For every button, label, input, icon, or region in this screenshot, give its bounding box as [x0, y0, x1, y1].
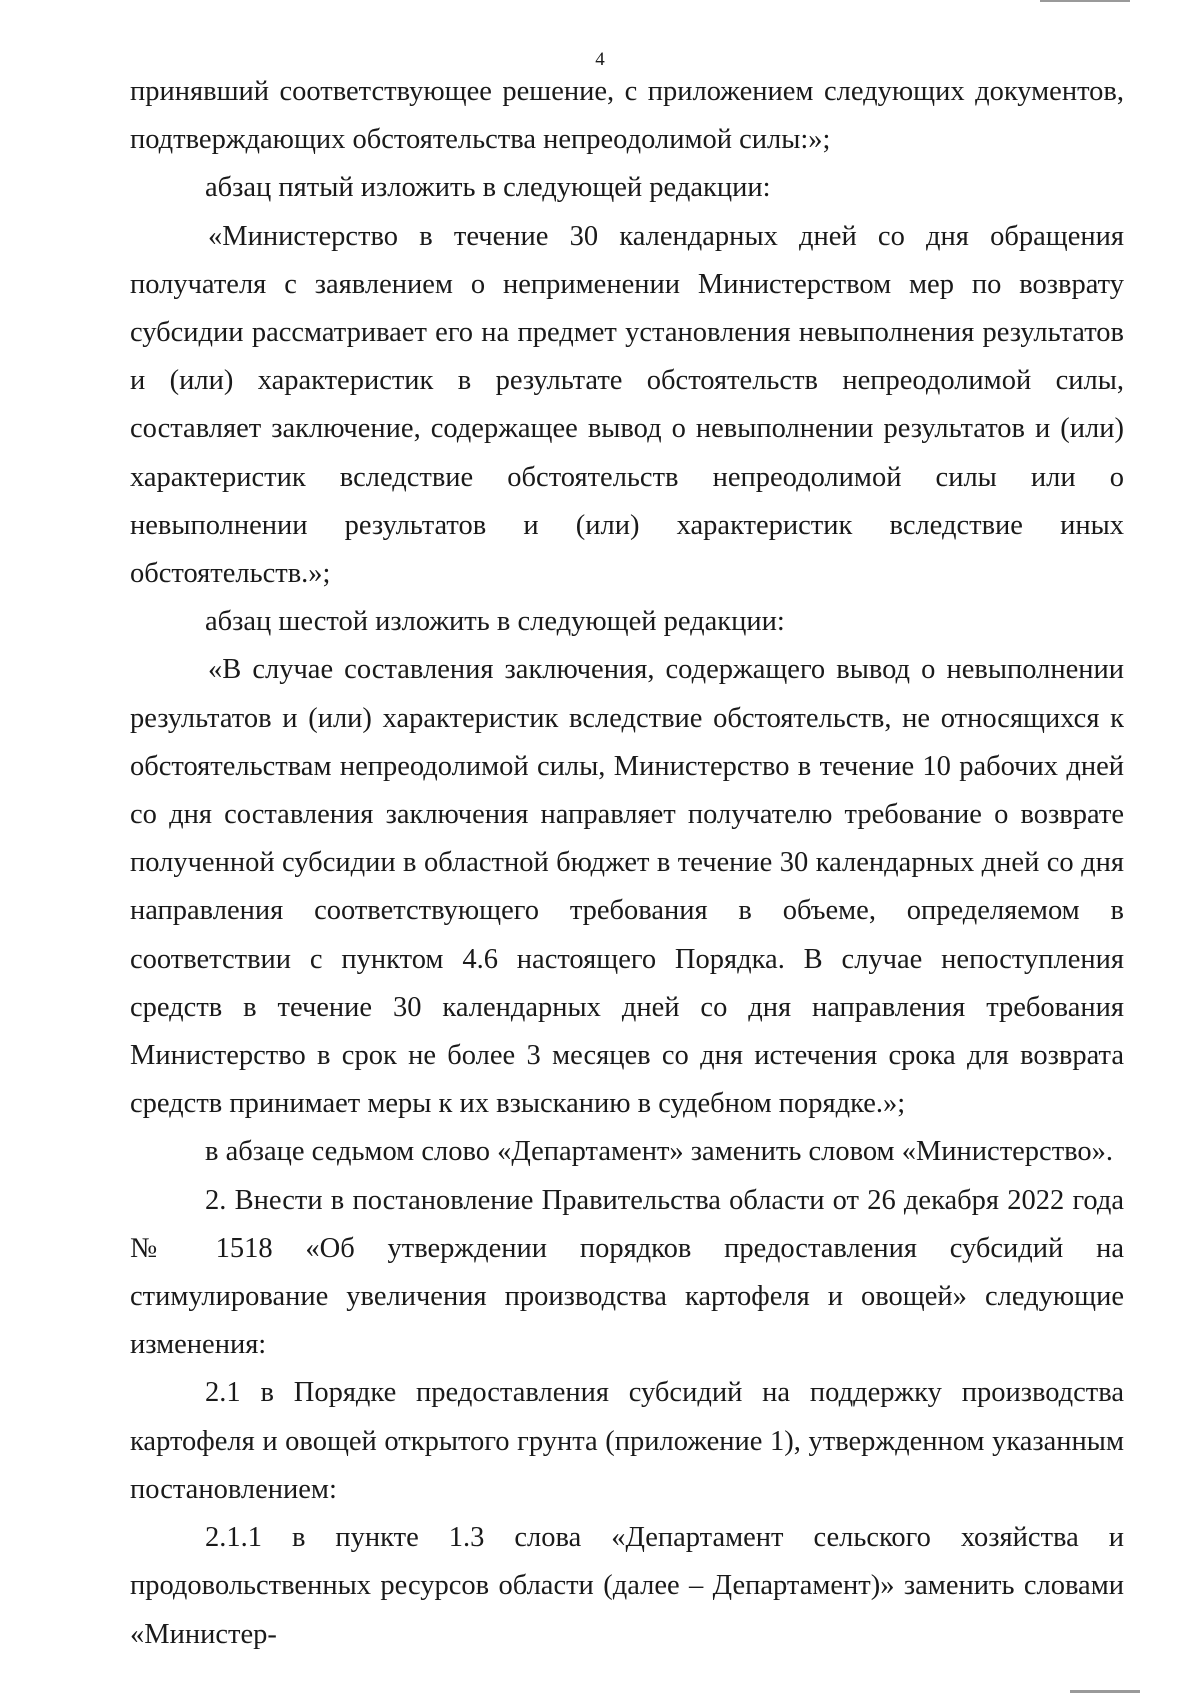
paragraph-item-2-1: 2.1 в Порядке предоставления субсидий на поддержку производства картофеля и овощей открытого грунта (приложение 1), утвержденном указанным постановлением: — [130, 1377, 1124, 1505]
document-body — [130, 68, 1124, 1659]
page-number: 4 — [595, 49, 605, 70]
scan-edge-mark-top — [1040, 0, 1130, 2]
paragraph-amendment-7: в абзаце седьмом слово «Департамент» заменить словом «Министерство». — [205, 1136, 1114, 1168]
paragraph-continuation: принявший соответствующее решение, с приложением следующих документов, подтверждающих обстоятельства непреодолимой силы:»; — [130, 76, 1124, 156]
scan-edge-mark-bottom — [1070, 1690, 1140, 1693]
paragraph-item-2-1-1: 2.1.1 в пункте 1.3 слова «Департамент сельского хозяйства и продовольственных ресурсов области (далее – Департамент)» заменить словами «Министер- — [130, 1522, 1124, 1650]
paragraph-amendment-5: абзац пятый изложить в следующей редакции: — [205, 172, 771, 204]
paragraph-amendment-6: абзац шестой изложить в следующей редакции: — [205, 606, 785, 638]
paragraph-quote-conclusion: «В случае составления заключения, содержащего вывод о невыполнении результатов и (или) характеристик вследствие обстоятельств, не относящихся к обстоятельствам непреодолимой силы, Министерство в течение 10 рабочих дней со дня составления заключения направляет получателю требование о возврате полученной субсидии в областной бюджет в течение 30 календарных дней со дня направления соответствующего требования в объеме, определяемом в соответствии с пунктом 4.6 настоящего Порядка. В случае непоступления средств в течение 30 календарных дней со дня направления требования Министерство в срок не более 3 месяцев со дня истечения срока для возврата средств принимает меры к их взысканию в судебном порядке.»; — [130, 654, 1124, 1120]
paragraph-quote-ministry-30-days: «Министерство в течение 30 календарных дней со дня обращения получателя с заявлением о неприменении Министерством мер по возврату субсидии рассматривает его на предмет установления невыполнения результатов и (или) характеристик в результате обстоятельств непреодолимой силы, составляет заключение, содержащее вывод о невыполнении результатов и (или) характеристик вследствие обстоятельств непреодолимой силы или о невыполнении результатов и (или) характеристик вследствие иных обстоятельств.»; — [130, 220, 1124, 590]
paragraph-item-2: 2. Внести в постановление Правительства области от 26 декабря 2022 года № 1518 «Об утверждении порядков предоставления субсидий на стимулирование увеличения производства картофеля и овощей» следующие изменения: — [130, 1184, 1124, 1361]
